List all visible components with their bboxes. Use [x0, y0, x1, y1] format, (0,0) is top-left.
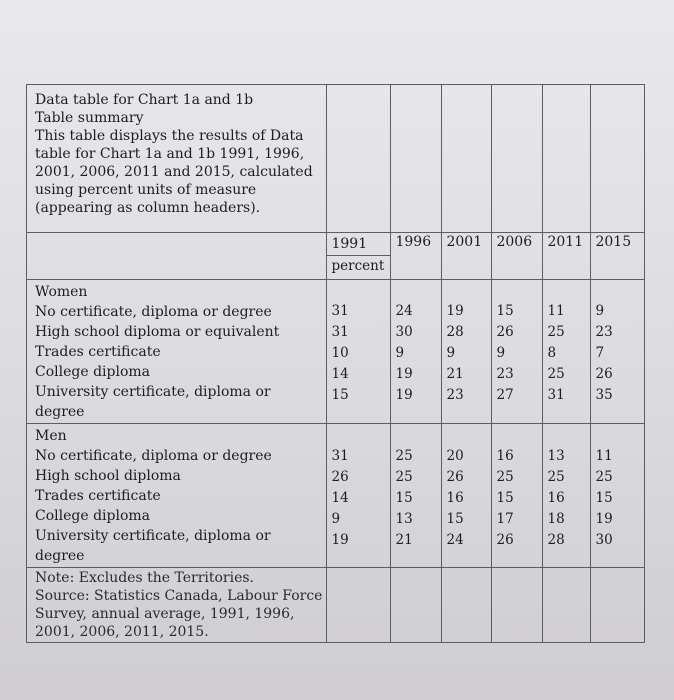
table-cell: 23 — [496, 366, 514, 382]
notes-cell — [27, 568, 327, 643]
table-cell: 15 — [331, 387, 349, 403]
table-cell: 28 — [446, 324, 464, 340]
table-cell: 26 — [331, 469, 349, 485]
table-cell: 20 — [446, 448, 464, 464]
table-cell: 19 — [595, 511, 613, 527]
year-label: 1996 — [395, 234, 432, 250]
table-cell: 19 — [395, 387, 413, 403]
source-text: Source: Statistics Canada, Labour Force — [35, 588, 323, 604]
table-cell: 35 — [595, 387, 613, 403]
table-cell: 26 — [496, 324, 514, 340]
men-2006-values — [492, 424, 543, 568]
summary-text-line: using percent units of measure — [35, 182, 257, 198]
table-cell: 24 — [395, 303, 413, 319]
row-label: College diploma — [35, 364, 151, 380]
men-block — [27, 424, 645, 568]
men-1996-values — [391, 424, 442, 568]
row-label-continued: degree — [35, 404, 85, 420]
table-cell: 11 — [595, 448, 613, 464]
summary-text-line: This table displays the results of Data — [35, 128, 304, 144]
table-cell: 15 — [395, 490, 413, 506]
empty-cell — [391, 85, 442, 233]
year-label: 2006 — [496, 234, 533, 250]
source-text: 2001, 2006, 2011, 2015. — [35, 624, 209, 640]
table-cell: 15 — [446, 511, 464, 527]
source-text: Survey, annual average, 1991, 1996, — [35, 606, 295, 622]
table-cell: 11 — [547, 303, 565, 319]
table-cell: 15 — [496, 490, 514, 506]
table-cell: 31 — [547, 387, 565, 403]
women-2011-values — [543, 280, 591, 424]
table-cell: 15 — [496, 303, 514, 319]
summary-subtitle: Table summary — [35, 110, 144, 126]
data-table-container — [26, 84, 645, 643]
table-cell: 31 — [331, 448, 349, 464]
table-cell: 21 — [395, 532, 413, 548]
table-cell: 26 — [446, 469, 464, 485]
table-cell: 27 — [496, 387, 514, 403]
women-labels-cell — [27, 280, 327, 424]
year-label: 2001 — [446, 234, 483, 250]
summary-title: Data table for Chart 1a and 1b — [35, 92, 254, 108]
empty-cell — [591, 85, 645, 233]
table-summary-cell — [27, 85, 327, 233]
men-2001-values — [442, 424, 492, 568]
table-cell: 7 — [595, 345, 605, 361]
empty-cell — [442, 85, 492, 233]
table-cell: 15 — [595, 490, 613, 506]
table-cell: 31 — [331, 324, 349, 340]
row-label: College diploma — [35, 508, 151, 524]
unit-label: percent — [327, 255, 390, 275]
column-header-1996 — [391, 233, 442, 280]
table-cell: 9 — [395, 345, 405, 361]
table-cell: 23 — [595, 324, 613, 340]
data-table — [26, 84, 645, 643]
empty-cell — [327, 85, 391, 233]
women-block — [27, 280, 645, 424]
table-cell: 9 — [331, 511, 341, 527]
table-cell: 25 — [496, 469, 514, 485]
women-1996-values — [391, 280, 442, 424]
header-row — [27, 233, 645, 280]
row-label: No certificate, diploma or degree — [35, 304, 272, 320]
row-label: No certificate, diploma or degree — [35, 448, 272, 464]
table-cell: 25 — [547, 324, 565, 340]
table-cell: 9 — [496, 345, 506, 361]
table-cell: 26 — [496, 532, 514, 548]
table-cell: 10 — [331, 345, 349, 361]
summary-text-line: 2001, 2006, 2011 and 2015, calculated — [35, 164, 313, 180]
table-cell: 18 — [547, 511, 565, 527]
table-cell: 23 — [446, 387, 464, 403]
group-label-men: Men — [35, 428, 67, 444]
row-label: Trades certificate — [35, 344, 161, 360]
empty-cell — [442, 568, 492, 643]
column-header-2015 — [591, 233, 645, 280]
women-2001-values — [442, 280, 492, 424]
table-cell: 16 — [496, 448, 514, 464]
men-2015-values — [591, 424, 645, 568]
table-cell: 25 — [595, 469, 613, 485]
table-cell: 28 — [547, 532, 565, 548]
table-cell: 25 — [395, 448, 413, 464]
empty-cell — [327, 568, 391, 643]
table-cell: 24 — [446, 532, 464, 548]
empty-cell — [391, 568, 442, 643]
empty-cell — [591, 568, 645, 643]
table-cell: 16 — [446, 490, 464, 506]
row-label: Trades certificate — [35, 488, 161, 504]
table-cell: 19 — [395, 366, 413, 382]
table-cell: 9 — [446, 345, 456, 361]
table-cell: 16 — [547, 490, 565, 506]
group-label-women: Women — [35, 284, 88, 300]
column-header-2001 — [442, 233, 492, 280]
column-header-2011 — [543, 233, 591, 280]
men-2011-values — [543, 424, 591, 568]
table-cell: 14 — [331, 366, 349, 382]
summary-text-line: table for Chart 1a and 1b 1991, 1996, — [35, 146, 305, 162]
row-label-continued: degree — [35, 548, 85, 564]
table-cell: 25 — [547, 366, 565, 382]
note-text: Note: Excludes the Territories. — [35, 570, 255, 586]
table-cell: 8 — [547, 345, 557, 361]
empty-cell — [492, 85, 543, 233]
women-2006-values — [492, 280, 543, 424]
row-label: High school diploma or equivalent — [35, 324, 280, 340]
table-cell: 13 — [395, 511, 413, 527]
notes-row — [27, 568, 645, 643]
table-cell: 9 — [595, 303, 605, 319]
table-cell: 30 — [395, 324, 413, 340]
table-cell: 13 — [547, 448, 565, 464]
row-label: University certificate, diploma or — [35, 384, 271, 400]
table-cell: 17 — [496, 511, 514, 527]
column-header-2006 — [492, 233, 543, 280]
empty-cell — [543, 568, 591, 643]
column-header-1991 — [327, 233, 391, 280]
table-cell: 19 — [446, 303, 464, 319]
year-label: 2011 — [547, 234, 584, 250]
summary-row — [27, 85, 645, 233]
table-cell: 25 — [547, 469, 565, 485]
table-cell: 19 — [331, 532, 349, 548]
women-1991-values — [327, 280, 391, 424]
summary-text-line: (appearing as column headers). — [35, 200, 261, 216]
row-label: High school diploma — [35, 468, 181, 484]
table-cell: 30 — [595, 532, 613, 548]
empty-header-cell — [27, 233, 327, 280]
table-cell: 14 — [331, 490, 349, 506]
empty-cell — [543, 85, 591, 233]
empty-cell — [492, 568, 543, 643]
table-cell: 25 — [395, 469, 413, 485]
row-label: University certificate, diploma or — [35, 528, 271, 544]
year-label: 1991 — [331, 236, 368, 252]
table-cell: 26 — [595, 366, 613, 382]
year-label: 2015 — [595, 234, 632, 250]
table-cell: 31 — [331, 303, 349, 319]
women-2015-values — [591, 280, 645, 424]
table-cell: 21 — [446, 366, 464, 382]
men-1991-values — [327, 424, 391, 568]
men-labels-cell — [27, 424, 327, 568]
